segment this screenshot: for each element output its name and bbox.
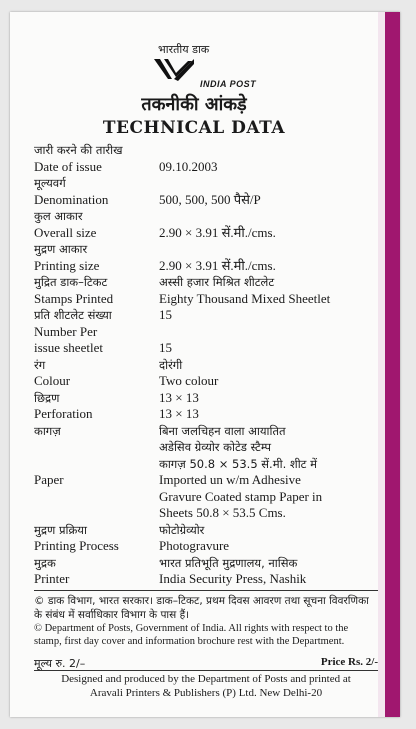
credits-divider (34, 670, 378, 671)
data-row (34, 208, 379, 225)
row-value: 500, 500, 500 पैसे/P (159, 191, 261, 207)
row-label: Denomination (34, 191, 109, 207)
row-value: भारत प्रतिभूति मुद्रणालय, नासिक (159, 555, 298, 570)
data-row (34, 522, 379, 539)
row-value: अस्सी हजार मिश्रित शीटलेट (159, 275, 275, 289)
data-row (34, 357, 379, 374)
data-row (34, 505, 379, 522)
logo-hindi-text: भारतीय डाक (158, 43, 210, 56)
row-label: Overall size (34, 224, 97, 240)
india-post-emblem-icon (152, 55, 196, 85)
data-row (34, 307, 379, 324)
row-value: 2.90 × 3.91 सें.मी./cms. (159, 224, 276, 240)
title-english: TECHNICAL DATA (102, 118, 286, 138)
row-label: प्रति शीटलेट संख्या (34, 308, 112, 322)
row-value: फोटोग्रेव्योर (159, 522, 205, 537)
price-english: Price Rs. 2/- (320, 656, 378, 668)
row-label: मूल्यवर्ग (34, 176, 66, 190)
row-label: छिद्रण (34, 390, 60, 405)
data-row (34, 489, 379, 506)
copyright-block (34, 594, 378, 648)
magenta-edge-strip (378, 12, 400, 717)
logo-english-text: INDIA POST (200, 79, 257, 89)
row-label: Printer (34, 571, 70, 586)
data-row (34, 571, 379, 588)
row-value: 2.90 × 3.91 सें.मी./cms. (159, 257, 276, 273)
data-row (34, 373, 379, 390)
data-row (34, 274, 379, 291)
data-row (34, 340, 379, 357)
row-label: Perforation (34, 406, 93, 421)
data-row (34, 324, 379, 341)
row-label: मुद्रण प्रक्रिया (34, 522, 87, 537)
credits-line-2: Aravali Printers & Publishers (P) Ltd. New Delhi-20 (89, 687, 323, 699)
data-row (34, 423, 379, 440)
row-value: Imported un w/m Adhesive (159, 472, 301, 487)
row-label: कागज़ (34, 423, 61, 438)
data-row (34, 472, 379, 489)
row-value: 13 × 13 (159, 389, 199, 405)
data-row (34, 291, 379, 308)
data-row (34, 192, 379, 209)
row-value: Two colour (159, 373, 219, 388)
row-value: दोरंगी (159, 357, 183, 372)
data-row (34, 225, 379, 242)
row-label: रंग (34, 357, 46, 372)
row-label: मुद्रण आकार (34, 242, 88, 256)
copyright-english: © Department of Posts, Government of India. All rights with respect to the stamp, first day cover and information brochure rest with the Department. (34, 623, 349, 647)
row-label: जारी करने की तारीख (34, 143, 123, 157)
row-value: Sheets 50.8 × 53.5 Cms. (159, 505, 286, 520)
row-value: Gravure Coated stamp Paper in (159, 488, 323, 504)
row-value: अडेसिव ग्रेव्योर कोटेड स्टैम्प (159, 440, 272, 454)
price-hindi: मूल्य रु. 2/– (34, 657, 86, 670)
data-row (34, 439, 379, 456)
data-row (34, 175, 379, 192)
data-row (34, 390, 379, 407)
row-label: issue sheetlet (34, 340, 103, 355)
data-row (34, 538, 379, 555)
title-hindi: तकनीकी आंकड़े (141, 94, 247, 115)
data-row (34, 159, 379, 176)
data-row (34, 456, 379, 473)
footer-divider (34, 590, 378, 591)
data-row (34, 555, 379, 572)
row-label: Stamps Printed (34, 290, 114, 306)
row-label: Printing Process (34, 538, 119, 553)
row-value: India Security Press, Nashik (159, 571, 307, 586)
row-value: Photogravure (159, 538, 230, 553)
data-row (34, 142, 379, 159)
row-value: 13 × 13 (159, 406, 199, 421)
data-row (34, 241, 379, 258)
row-label: Number Per (34, 323, 98, 339)
row-label: Paper (34, 472, 64, 487)
row-value: Eighty Thousand Mixed Sheetlet (159, 290, 331, 306)
row-label: Printing size (34, 257, 100, 273)
data-row (34, 258, 379, 275)
row-label: मुद्रक (34, 555, 56, 570)
row-value: कागज़ 50.8 × 53.5 सें.मी. शीट में (159, 456, 318, 471)
row-value: 15 (159, 340, 172, 355)
copyright-hindi: © डाक विभाग, भारत सरकार। डाक–टिकट, प्रथम दिवस आवरण तथा सूचना विवरणिका के संबंध में सर्वाधिकार विभाग के पास हैं। (34, 595, 369, 621)
credits-line-1: Designed and produced by the Department of Posts and printed at (61, 673, 351, 685)
row-value: 09.10.2003 (159, 158, 218, 174)
credits-block (34, 672, 378, 700)
row-label: मुद्रित डाक–टिकट (34, 275, 108, 289)
row-label: Colour (34, 373, 71, 388)
data-row (34, 406, 379, 423)
row-label: Date of issue (34, 158, 102, 174)
row-value: 15 (159, 307, 172, 322)
row-label: कुल आकार (34, 209, 83, 223)
row-value: बिना जलचिहन वाला आयातित (159, 423, 286, 438)
brochure-sheet (10, 12, 400, 717)
